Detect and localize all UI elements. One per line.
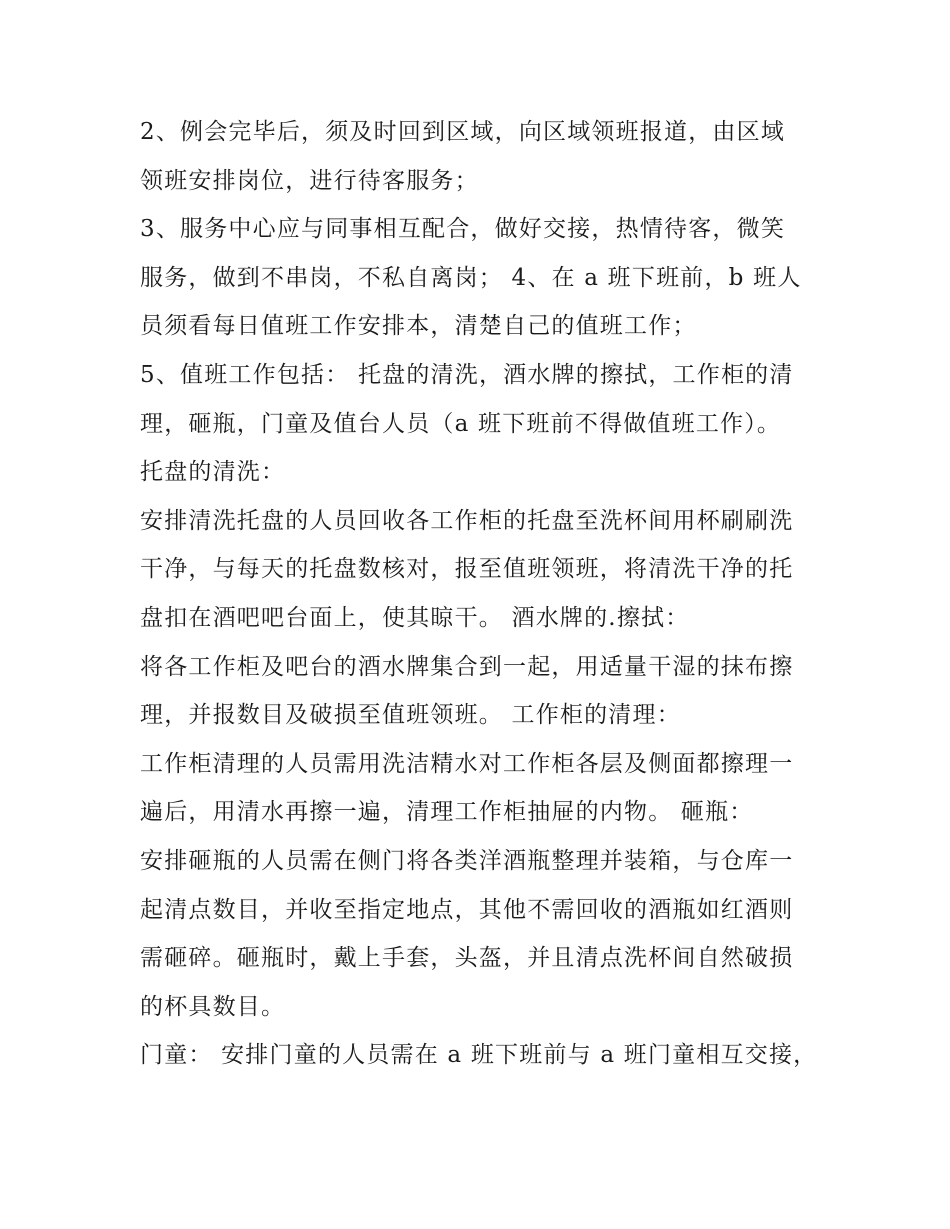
paragraph-rule-2 (140, 108, 820, 205)
text-line: 需砸碎。砸瓶时，戴上手套，头盔，并且清点洗杯间自然破损 (140, 945, 794, 972)
paragraph-rule-3-4 (140, 205, 820, 351)
text-line: 理，砸瓶，门童及值台人员（a 班下班前不得做值班工作）。 (140, 410, 782, 437)
text-line: 起清点数目，并收至指定地点，其他不需回收的酒瓶如红酒则 (140, 896, 794, 923)
text-line: 盘扣在酒吧吧台面上，使其晾干。 酒水牌的.擦拭： (140, 604, 690, 631)
text-line: 服务，做到不串岗，不私自离岗； 4、在 a 班下班前，b 班人 (140, 264, 802, 291)
text-line: 3、服务中心应与同事相互配合，做好交接，热情待客，微笑 (140, 216, 786, 243)
text-line: 安排砸瓶的人员需在侧门将各类洋酒瓶整理并装箱，与仓库一 (140, 847, 794, 874)
paragraph-doorman (140, 1031, 820, 1080)
paragraph-rule-5 (140, 351, 820, 448)
text-line: 领班安排岗位，进行待客服务； (140, 167, 479, 194)
text-line: 2、例会完毕后，须及时回到区域，向区域领班报道，由区域 (140, 119, 786, 145)
paragraph-menu-wiping (140, 643, 820, 740)
text-line: 员须看每日值班工作安排本，清楚自己的值班工作； (140, 313, 697, 340)
text-line: 门童： 安排门童的人员需在 a 班下班前与 a 班门童相互交接， (140, 1042, 818, 1069)
paragraph-bottle-smashing (140, 837, 820, 1031)
text-line: 干净，与每天的托盘数核对，报至值班领班，将清洗干净的托 (140, 556, 794, 583)
text-line: 理，并报数目及破损至值班领班。 工作柜的清理： (140, 702, 681, 729)
text-line: 遍后，用清水再擦一遍，清理工作柜抽屉的内物。 砸瓶： (140, 799, 754, 826)
text-line: 的杯具数目。 (140, 993, 286, 1020)
text-line: 将各工作柜及吧台的酒水牌集合到一起，用适量干湿的抹布擦 (140, 653, 794, 680)
text-line: 工作柜清理的人员需用洗洁精水对工作柜各层及侧面都擦理一 (140, 750, 794, 777)
document-body (140, 108, 820, 1080)
paragraph-tray-cleaning (140, 497, 820, 643)
text-line: 5、值班工作包括： 托盘的清洗，酒水牌的擦拭，工作柜的清 (140, 361, 794, 388)
heading-tray-cleaning (140, 448, 820, 497)
text-line: 安排清洗托盘的人员回收各工作柜的托盘至洗杯间用杯刷刷洗 (140, 507, 794, 534)
paragraph-cabinet-cleaning (140, 740, 820, 837)
text-line: 托盘的清洗： (140, 459, 286, 486)
